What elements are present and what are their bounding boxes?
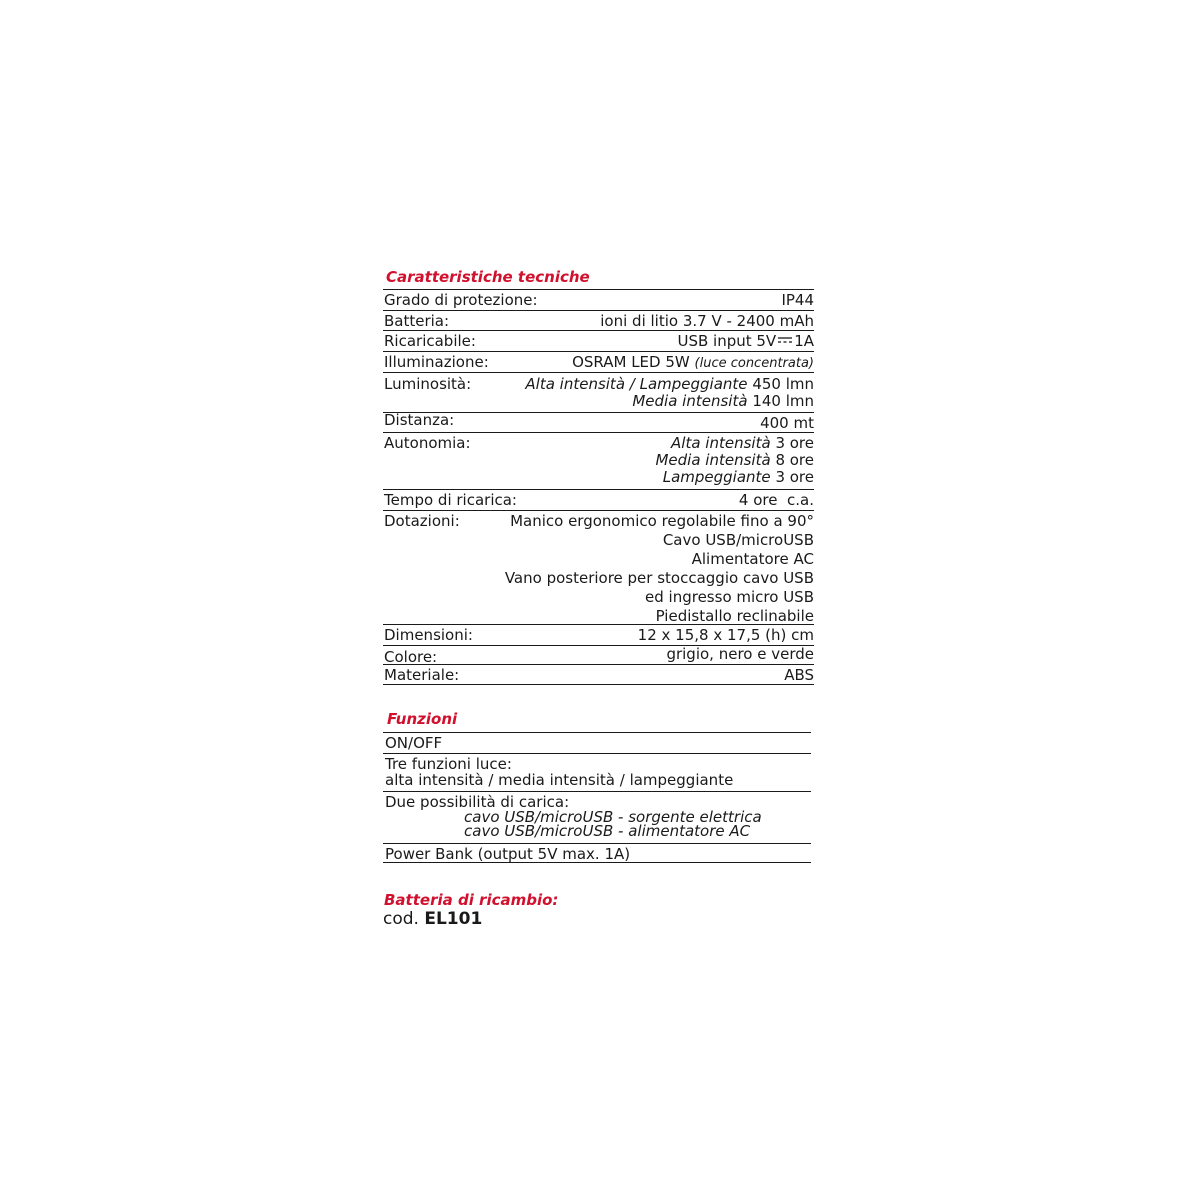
spec-value: 4 ore c.a. [738, 491, 814, 509]
specs-table [383, 289, 814, 685]
spec-row-batteria [383, 310, 814, 330]
spec-value: 400 mt [760, 414, 814, 432]
mode-value: 3 ore [775, 434, 814, 452]
spec-value-note: (luce concentrata) [694, 356, 814, 371]
equipment-item: ed ingresso micro USB [645, 588, 814, 606]
spec-label: Colore: [384, 648, 438, 666]
dc-current-icon [777, 335, 793, 345]
function-text: Power Bank (output 5V max. 1A) [385, 845, 631, 863]
mode-label: Alta intensità [671, 434, 771, 452]
spec-line [655, 469, 814, 486]
function-title: Tre funzioni luce: [385, 755, 512, 773]
spec-row-illuminazione [383, 351, 814, 372]
spare-battery-code [383, 909, 482, 929]
mode-label: Alta intensità / Lampeggiante [525, 375, 748, 393]
spec-value: ioni di litio 3.7 V - 2400 mAh [600, 312, 814, 330]
mode-label: Media intensità [632, 392, 748, 410]
function-row-charging [383, 791, 811, 843]
spec-row-colore [383, 645, 814, 664]
spec-value [525, 376, 814, 410]
spare-battery-title: Batteria di ricambio: [384, 891, 559, 909]
spec-value [572, 354, 814, 372]
spec-row-dimensioni [383, 624, 814, 645]
equipment-item: Cavo USB/microUSB [662, 531, 814, 549]
spec-value: IP44 [781, 291, 814, 309]
spec-row-ricarica [383, 489, 814, 510]
spec-row-distanza [383, 412, 814, 432]
spec-row-dotazioni [383, 510, 814, 624]
function-desc: alta intensità / media intensità / lampeggiante [385, 771, 734, 789]
spec-row-ricaricabile [383, 330, 814, 351]
functions-table [383, 732, 811, 863]
product-code: EL101 [424, 909, 483, 929]
mode-value: 3 ore [775, 468, 814, 486]
spec-label: Materiale: [384, 666, 460, 684]
spec-value: 12 x 15,8 x 17,5 (h) cm [637, 626, 814, 644]
spec-row-autonomia [383, 432, 814, 489]
spec-label: Dimensioni: [384, 626, 473, 644]
charging-option: cavo USB/microUSB - sorgente elettrica [464, 808, 762, 826]
equipment-item: Manico ergonomico regolabile fino a 90° [510, 512, 814, 530]
functions-title: Funzioni [387, 710, 458, 728]
spec-label: Batteria: [384, 312, 450, 330]
spec-value: grigio, nero e verde [666, 645, 814, 663]
spec-label: Grado di protezione: [384, 291, 538, 309]
mode-value: 450 lmn [752, 375, 814, 393]
spec-value-post: 1A [794, 332, 814, 350]
mode-value: 140 lmn [752, 392, 814, 410]
spec-line [655, 452, 814, 469]
mode-value: 8 ore [775, 451, 814, 469]
spec-row-luminosita [383, 372, 814, 412]
function-title: Due possibilità di carica: [385, 793, 570, 811]
function-row-modes [383, 753, 811, 791]
spec-label: Distanza: [384, 411, 455, 429]
equipment-item: Piedistallo reclinabile [655, 607, 814, 625]
code-prefix: cod. [383, 909, 419, 929]
spec-value-main: OSRAM LED 5W [572, 353, 690, 371]
spec-value [505, 512, 814, 626]
spec-value: ABS [784, 666, 814, 684]
spec-value-pre: USB input 5V [677, 332, 777, 350]
spec-line [525, 393, 814, 410]
spec-label: Tempo di ricarica: [384, 491, 517, 509]
spec-label: Ricaricabile: [384, 332, 476, 350]
spec-line [525, 376, 814, 393]
function-text: ON/OFF [385, 734, 443, 752]
spec-label: Luminosità: [384, 375, 472, 393]
equipment-item: Alimentatore AC [691, 550, 814, 568]
spec-value [655, 435, 814, 486]
spec-label: Illuminazione: [384, 353, 489, 371]
function-row-onoff [383, 732, 811, 753]
spec-value [677, 333, 814, 350]
mode-label: Lampeggiante [662, 468, 771, 486]
charging-option: cavo USB/microUSB - alimentatore AC [464, 822, 751, 840]
spec-label: Autonomia: [384, 434, 471, 452]
spec-row-protezione [383, 289, 814, 310]
spec-label: Dotazioni: [384, 512, 460, 530]
function-row-powerbank [383, 843, 811, 863]
specs-title: Caratteristiche tecniche [386, 268, 590, 286]
spec-row-materiale [383, 664, 814, 685]
mode-label: Media intensità [655, 451, 771, 469]
spec-line [655, 435, 814, 452]
equipment-item: Vano posteriore per stoccaggio cavo USB [504, 569, 814, 587]
